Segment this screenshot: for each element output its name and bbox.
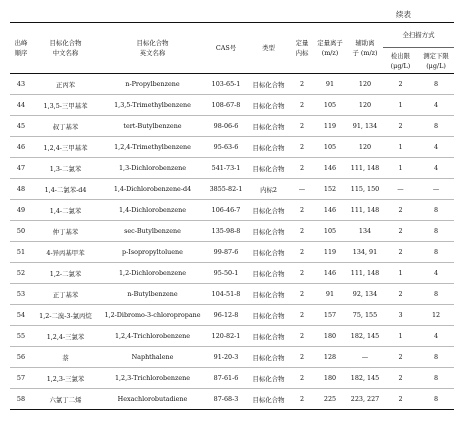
row-order: 49 [10,200,32,221]
row-mdl: 2 [383,389,418,410]
row-cn-name: 萘 [32,347,99,368]
row-quant-is: 2 [291,284,313,305]
row-quant-is: 2 [291,221,313,242]
row-cas: 541-73-1 [206,158,246,179]
row-type: 目标化合物 [246,368,291,389]
row-mdl: 2 [383,116,418,137]
table-row [10,347,454,368]
row-cn-name: 仲丁基苯 [32,221,99,242]
row-loq: 4 [418,326,454,347]
row-en-name: 1,4-Dichlorobenzene-d4 [99,179,206,200]
row-aux-ion: 91, 134 [347,116,383,137]
row-order: 52 [10,263,32,284]
row-quant-ion: 105 [313,137,347,158]
row-loq: 8 [418,221,454,242]
row-cn-name: 叔丁基苯 [32,116,99,137]
row-type: 目标化合物 [246,221,291,242]
row-en-name: p-Isopropyltoluene [99,242,206,263]
row-order: 53 [10,284,32,305]
row-aux-ion: 120 [347,137,383,158]
table-row [10,95,454,116]
row-quant-is: 2 [291,368,313,389]
row-mdl: 2 [383,242,418,263]
row-quant-is: 2 [291,200,313,221]
row-type: 目标化合物 [246,305,291,326]
row-quant-ion: 180 [313,326,347,347]
row-quant-ion: 152 [313,179,347,200]
header-loq: 测定下限 (μg/L) [418,48,454,74]
row-quant-ion: 105 [313,95,347,116]
row-loq: 4 [418,263,454,284]
row-quant-is: — [291,179,313,200]
row-loq: 12 [418,305,454,326]
table-row [10,368,454,389]
row-quant-ion: 146 [313,158,347,179]
row-cn-name: 1,4-二氯苯-d4 [32,179,99,200]
row-en-name: 1,3,5-Trimethylbenzene [99,95,206,116]
row-order: 44 [10,95,32,116]
row-mdl: — [383,179,418,200]
row-aux-ion: 92, 134 [347,284,383,305]
header-en-name: 目标化合物 英文名称 [99,23,206,74]
table-row [10,242,454,263]
table-row [10,137,454,158]
row-mdl: 2 [383,74,418,95]
row-mdl: 1 [383,326,418,347]
row-en-name: tert-Butylbenzene [99,116,206,137]
row-order: 55 [10,326,32,347]
header-cn-name: 目标化合物 中文名称 [32,23,99,74]
row-order: 43 [10,74,32,95]
row-mdl: 2 [383,347,418,368]
row-mdl: 1 [383,137,418,158]
row-mdl: 2 [383,368,418,389]
header-full-scan: 全扫描方式 [383,23,454,48]
row-aux-ion: 182, 145 [347,368,383,389]
row-order: 50 [10,221,32,242]
row-cn-name: 1,2,3-三氯苯 [32,368,99,389]
row-aux-ion: 134, 91 [347,242,383,263]
row-type: 目标化合物 [246,389,291,410]
row-cn-name: 1,3,5-三甲基苯 [32,95,99,116]
table-row [10,326,454,347]
row-cas: 96-12-8 [206,305,246,326]
table-row [10,74,454,95]
row-type: 目标化合物 [246,326,291,347]
row-mdl: 1 [383,263,418,284]
row-en-name: 1,2,3-Trichlorobenzene [99,368,206,389]
row-quant-ion: 146 [313,263,347,284]
row-mdl: 3 [383,305,418,326]
table-row [10,221,454,242]
row-cn-name: 1,2-二溴-3-氯丙烷 [32,305,99,326]
table-row [10,284,454,305]
row-cas: 120-82-1 [206,326,246,347]
row-quant-ion: 91 [313,74,347,95]
row-quant-is: 2 [291,95,313,116]
row-loq: 8 [418,347,454,368]
row-quant-is: 2 [291,158,313,179]
row-aux-ion: 120 [347,74,383,95]
row-loq: 8 [418,368,454,389]
row-quant-is: 2 [291,305,313,326]
row-en-name: n-Propylbenzene [99,74,206,95]
header-quant-ion: 定量离子 (m/z) [313,23,347,74]
row-mdl: 1 [383,95,418,116]
table-row [10,200,454,221]
row-type: 目标化合物 [246,242,291,263]
row-quant-is: 2 [291,242,313,263]
header-order: 出峰 顺序 [10,23,32,74]
header-aux-ion: 辅助离 子 (m/z) [347,23,383,74]
row-cas: 3855-82-1 [206,179,246,200]
row-cas: 104-51-8 [206,284,246,305]
row-order: 45 [10,116,32,137]
row-type: 目标化合物 [246,263,291,284]
row-cn-name: 正丙苯 [32,74,99,95]
table-row [10,389,454,410]
row-aux-ion: 134 [347,221,383,242]
row-type: 目标化合物 [246,158,291,179]
row-order: 58 [10,389,32,410]
row-en-name: 1,3-Dichlorobenzene [99,158,206,179]
row-order: 54 [10,305,32,326]
row-en-name: 1,2-Dibromo-3-chloropropane [99,305,206,326]
row-cas: 95-50-1 [206,263,246,284]
row-cas: 98-06-6 [206,116,246,137]
row-quant-ion: 146 [313,200,347,221]
row-aux-ion: — [347,347,383,368]
row-cas: 103-65-1 [206,74,246,95]
row-type: 目标化合物 [246,95,291,116]
table-row [10,305,454,326]
row-aux-ion: 120 [347,95,383,116]
row-aux-ion: 182, 145 [347,326,383,347]
row-quant-is: 2 [291,347,313,368]
row-loq: — [418,179,454,200]
row-order: 46 [10,137,32,158]
row-loq: 4 [418,95,454,116]
row-quant-ion: 105 [313,221,347,242]
row-quant-is: 2 [291,74,313,95]
row-type: 目标化合物 [246,347,291,368]
row-type: 目标化合物 [246,137,291,158]
row-aux-ion: 111, 148 [347,200,383,221]
row-en-name: n-Butylbenzene [99,284,206,305]
row-loq: 8 [418,242,454,263]
row-order: 56 [10,347,32,368]
header-cas: CAS号 [206,23,246,74]
row-quant-ion: 91 [313,284,347,305]
row-mdl: 1 [383,158,418,179]
row-quant-ion: 119 [313,242,347,263]
table-row [10,116,454,137]
row-cas: 87-68-3 [206,389,246,410]
row-quant-is: 2 [291,326,313,347]
row-aux-ion: 111, 148 [347,158,383,179]
row-mdl: 2 [383,221,418,242]
row-en-name: 1,2,4-Trichlorobenzene [99,326,206,347]
row-quant-is: 2 [291,263,313,284]
row-order: 51 [10,242,32,263]
row-quant-ion: 180 [313,368,347,389]
row-aux-ion: 115, 150 [347,179,383,200]
row-quant-is: 2 [291,116,313,137]
header-type: 类型 [246,23,291,74]
row-type: 目标化合物 [246,200,291,221]
row-aux-ion: 223, 227 [347,389,383,410]
header-quant-is: 定量 内标 [291,23,313,74]
row-cn-name: 4-异丙基甲苯 [32,242,99,263]
row-aux-ion: 111, 148 [347,263,383,284]
row-loq: 4 [418,137,454,158]
row-en-name: 1,4-Dichlorobenzene [99,200,206,221]
row-aux-ion: 75, 155 [347,305,383,326]
row-cn-name: 1,2-二氯苯 [32,263,99,284]
row-loq: 8 [418,200,454,221]
row-quant-is: 2 [291,137,313,158]
row-type: 目标化合物 [246,116,291,137]
row-quant-ion: 119 [313,116,347,137]
row-quant-ion: 157 [313,305,347,326]
row-en-name: 1,2,4-Trimethylbenzene [99,137,206,158]
row-cas: 99-87-6 [206,242,246,263]
row-en-name: Hexachlorobutadiene [99,389,206,410]
row-loq: 8 [418,284,454,305]
row-en-name: 1,2-Dichlorobenzene [99,263,206,284]
row-cn-name: 1,2,4-三氯苯 [32,326,99,347]
row-cn-name: 1,4-二氯苯 [32,200,99,221]
row-cn-name: 1,3-二氯苯 [32,158,99,179]
row-mdl: 2 [383,200,418,221]
row-loq: 8 [418,116,454,137]
row-loq: 8 [418,389,454,410]
row-type: 目标化合物 [246,284,291,305]
row-type: 内标2 [246,179,291,200]
table-row [10,158,454,179]
row-cas: 106-46-7 [206,200,246,221]
row-quant-ion: 225 [313,389,347,410]
row-cas: 91-20-3 [206,347,246,368]
row-cas: 135-98-8 [206,221,246,242]
row-cn-name: 1,2,4-三甲基苯 [32,137,99,158]
row-order: 57 [10,368,32,389]
row-cas: 95-63-6 [206,137,246,158]
row-type: 目标化合物 [246,74,291,95]
row-loq: 4 [418,158,454,179]
row-mdl: 2 [383,284,418,305]
row-cn-name: 六氯丁二烯 [32,389,99,410]
row-cn-name: 正丁基苯 [32,284,99,305]
row-en-name: sec-Butylbenzene [99,221,206,242]
header-mdl: 检出限 (μg/L) [383,48,418,74]
row-order: 48 [10,179,32,200]
row-quant-ion: 128 [313,347,347,368]
row-order: 47 [10,158,32,179]
table-row [10,179,454,200]
row-cas: 87-61-6 [206,368,246,389]
row-loq: 8 [418,74,454,95]
row-cas: 108-67-8 [206,95,246,116]
row-quant-is: 2 [291,389,313,410]
compound-table [10,22,454,410]
continued-label: 续表 [396,10,411,19]
table-row [10,263,454,284]
row-en-name: Naphthalene [99,347,206,368]
